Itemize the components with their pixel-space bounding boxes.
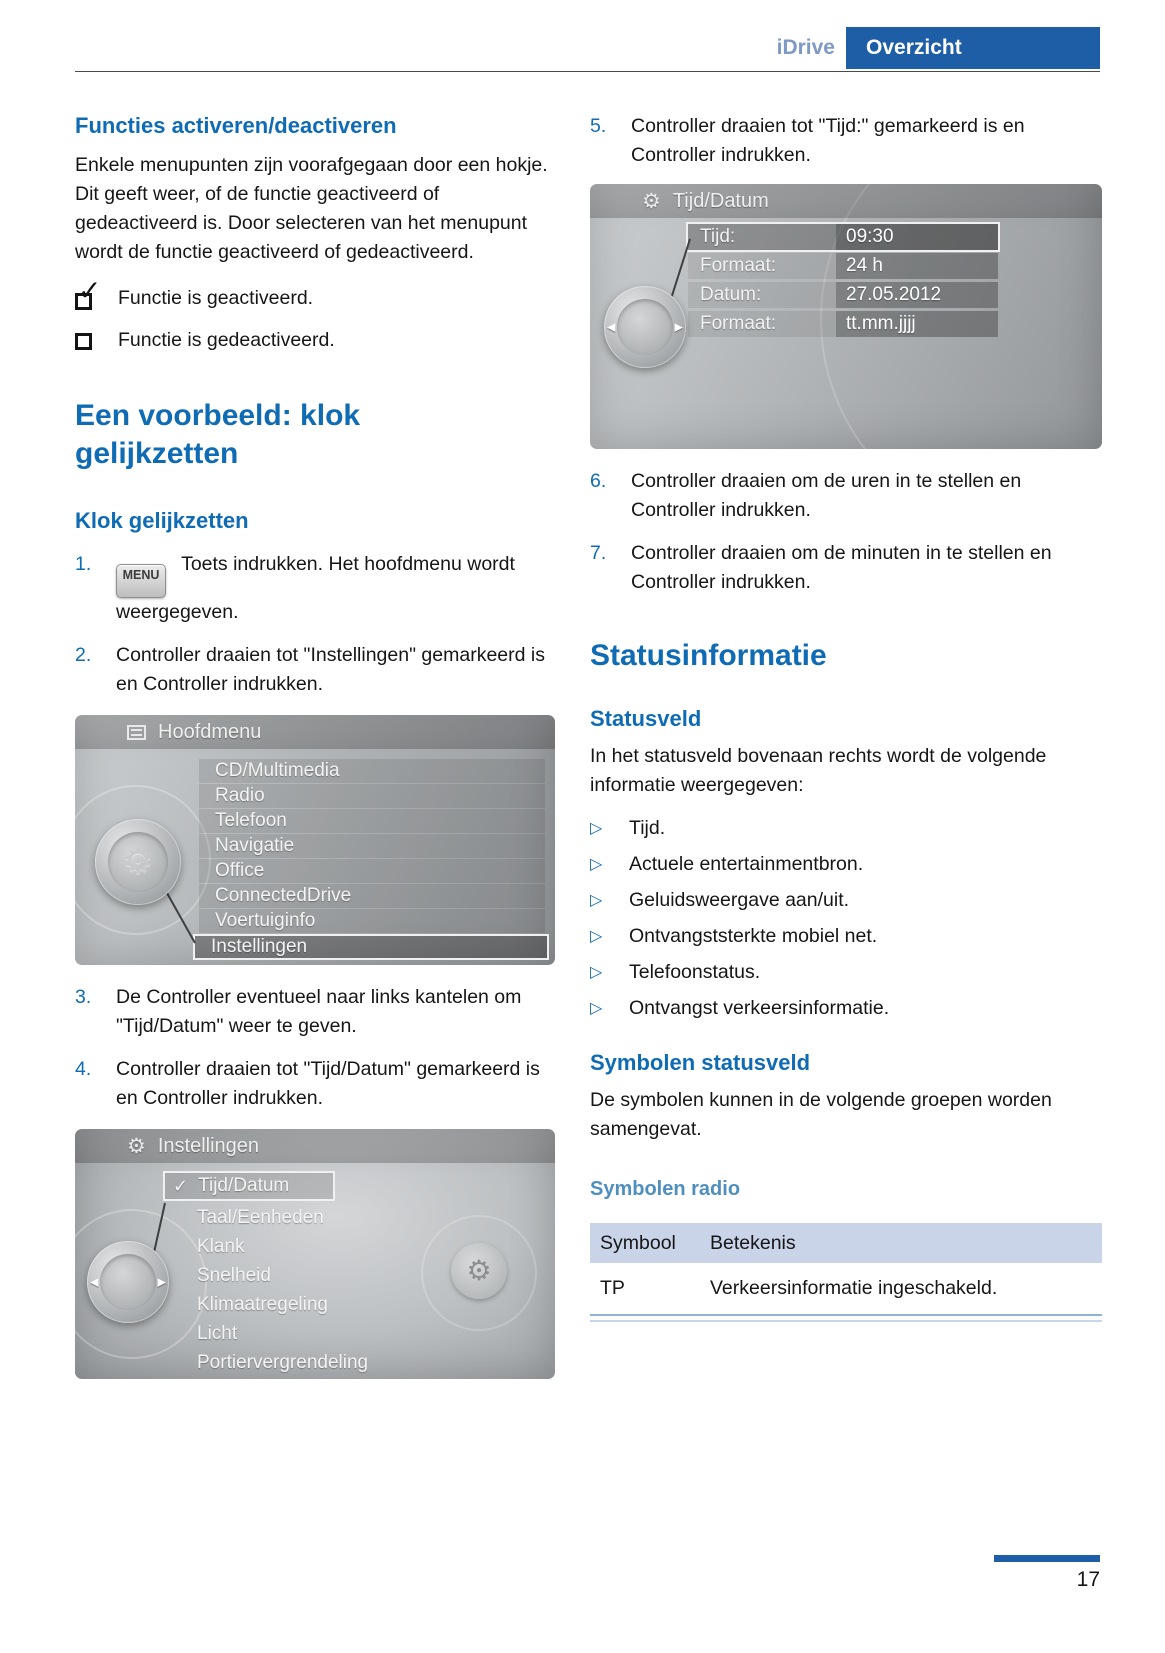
status-bullet-list — [590, 814, 1102, 1023]
controller-knob — [95, 819, 181, 905]
setting-value: tt.mm.jjjj — [836, 311, 998, 337]
menu-item: ConnectedDrive — [199, 884, 545, 908]
table-cell-symbol: TP — [600, 1277, 625, 1299]
step-number: 4. — [75, 1058, 92, 1080]
step-2 — [75, 641, 555, 699]
screen-title: Tijd/Datum — [672, 189, 769, 212]
left-column — [75, 112, 555, 1379]
table-row — [590, 1277, 1102, 1316]
breadcrumb-chapter-tab — [846, 27, 1100, 69]
step-6 — [590, 467, 1102, 525]
check-on-row — [75, 274, 555, 313]
column-header-symbool: Symbool — [600, 1231, 676, 1254]
page-number: 17 — [1076, 1568, 1100, 1591]
symbols-table — [590, 1223, 1102, 1322]
check-icon: ✓ — [78, 274, 102, 306]
screen-title-bar — [75, 1129, 555, 1163]
step-number: 6. — [590, 470, 607, 492]
table-underline — [590, 1320, 1102, 1322]
step-number: 2. — [75, 644, 92, 666]
menu-item: Office — [199, 859, 545, 883]
menu-item: Navigatie — [199, 834, 545, 858]
step-4 — [75, 1055, 555, 1113]
idrive-screen-hoofdmenu — [75, 715, 555, 965]
gear-button — [451, 1243, 507, 1299]
screen-title: Instellingen — [157, 1134, 260, 1157]
symbolen-paragraph: De symbolen kunnen in de volgende groepen worden samengevat. — [590, 1089, 1052, 1140]
screen-title: Hoofdmenu — [158, 720, 262, 743]
section-title-functies: Functies activeren/deactiveren — [75, 113, 397, 138]
check-icon: ✓ — [173, 1175, 189, 1196]
triangle-bullet-icon: ▷ — [590, 820, 603, 837]
step-text: Controller draaien om de uren in te stellen en Controller indrukken. — [631, 470, 1022, 521]
step-text: Controller draaien tot "Tijd/Datum" gemarkeerd is en Controller indrukken. — [116, 1058, 540, 1109]
bullet-item: ▷ Ontvangststerkte mobiel net. — [590, 922, 1102, 951]
arrow-right-icon: ▶ — [157, 1276, 166, 1289]
setting-label: Formaat: — [700, 255, 777, 276]
menu-list-icon — [127, 725, 146, 740]
triangle-bullet-icon: ▷ — [590, 964, 603, 981]
step-text: De Controller eventueel naar links kantelen om "Tijd/Datum" weer te geven. — [116, 986, 522, 1037]
chapter-tab-label: Overzicht — [866, 36, 962, 59]
bullet-item: ▷ Telefoonstatus. — [590, 958, 1102, 987]
setting-label: Formaat: — [700, 313, 777, 334]
idrive-screen-instellingen — [75, 1129, 555, 1379]
check-off-label: Functie is gedeactiveerd. — [118, 329, 335, 351]
setting-value: 09:30 — [836, 224, 998, 250]
menu-item: CD/Multimedia — [199, 759, 545, 783]
checkbox-unchecked-icon — [75, 328, 102, 354]
menu-item: Telefoon — [199, 809, 545, 833]
step-5 — [590, 112, 1102, 170]
triangle-bullet-icon: ▷ — [590, 1000, 603, 1017]
setting-label: Datum: — [700, 284, 762, 305]
table-cell-meaning: Verkeersinformatie ingeschakeld. — [710, 1277, 998, 1299]
setting-value: 27.05.2012 — [836, 282, 998, 308]
step-text: Controller draaien om de minuten in te stellen en Controller indrukken. — [631, 542, 1052, 593]
menu-item-selected: ✓ Tijd/Datum — [163, 1171, 335, 1201]
settings-row — [688, 282, 998, 308]
menu-item: Klimaatregeling — [197, 1294, 328, 1315]
header-rule — [75, 71, 1100, 72]
step-3 — [75, 983, 555, 1041]
subsection-title-symbolen: Symbolen statusveld — [590, 1050, 811, 1075]
controller-knob — [604, 286, 686, 368]
step-1 — [75, 550, 555, 627]
section-title-statusinformatie: Statusinformatie — [590, 639, 827, 672]
bullet-item: ▷ Ontvangst verkeersinformatie. — [590, 994, 1102, 1023]
subsubsection-title-symbolen-radio: Symbolen radio — [590, 1178, 741, 1200]
breadcrumb-section: iDrive — [776, 36, 835, 59]
menu-item-selected: Instellingen — [193, 934, 549, 960]
subsection-title-statusveld: Statusveld — [590, 706, 702, 731]
triangle-bullet-icon: ▷ — [590, 856, 603, 873]
triangle-bullet-icon: ▷ — [590, 928, 603, 945]
table-header-row — [590, 1223, 1102, 1263]
step-number: 7. — [590, 542, 607, 564]
gear-icon: ⚙ — [122, 843, 154, 881]
menu-item: Snelheid — [197, 1265, 271, 1286]
check-off-row — [75, 326, 555, 355]
setting-label: Tijd: — [700, 226, 736, 247]
step-number: 3. — [75, 986, 92, 1008]
menu-item: Licht — [197, 1323, 238, 1344]
footer-accent-bar — [994, 1555, 1100, 1562]
bullet-item: ▷ Geluidsweergave aan/uit. — [590, 886, 1102, 915]
statusveld-paragraph: In het statusveld bovenaan rechts wordt de volgende informatie weergegeven: — [590, 745, 1047, 796]
functies-paragraph: Enkele menupunten zijn voorafgegaan door een hokje. Dit geeft weer, of de functie geactiveerd of gedeactiveerd is. Door selecteren van het menupunt wordt de functie geactiveerd of gedeactiveerd. — [75, 154, 548, 263]
step-text: MENU Toets indrukken. Het hoofdmenu wordt weergegeven. — [116, 553, 515, 623]
menu-key-icon: MENU — [116, 564, 166, 598]
settings-row — [688, 311, 998, 337]
gear-icon: ⚙ — [466, 1255, 492, 1286]
section-title-voorbeeld: Een voorbeeld: klok gelijkzetten — [75, 399, 361, 470]
arrow-left-icon: ◀ — [90, 1276, 99, 1289]
screen-title-bar — [590, 184, 1102, 218]
step-number: 1. — [75, 553, 92, 575]
setting-value: 24 h — [836, 253, 998, 279]
step-7 — [590, 539, 1102, 597]
menu-item: Taal/Eenheden — [197, 1207, 324, 1228]
menu-item: Radio — [199, 784, 545, 808]
menu-item: Klank — [197, 1236, 245, 1257]
check-on-label: Functie is geactiveerd. — [118, 287, 314, 309]
screen-title-bar — [75, 715, 555, 749]
settings-row-selected — [688, 224, 998, 250]
arrow-right-icon: ▶ — [674, 321, 683, 334]
step-text: Controller draaien tot "Instellingen" gemarkeerd is en Controller indrukken. — [116, 644, 545, 695]
arrow-left-icon: ◀ — [607, 321, 616, 334]
triangle-bullet-icon: ▷ — [590, 892, 603, 909]
column-header-betekenis: Betekenis — [710, 1231, 796, 1254]
settings-row — [688, 253, 998, 279]
controller-knob — [87, 1241, 169, 1323]
step-number: 5. — [590, 115, 607, 137]
checkbox-checked-icon — [75, 274, 102, 312]
menu-item: Voertuiginfo — [199, 909, 545, 933]
gear-icon: ⚙ — [642, 189, 661, 213]
bullet-item: ▷ Actuele entertainmentbron. — [590, 850, 1102, 879]
step-text: Controller draaien tot "Tijd:" gemarkeerd is en Controller indrukken. — [631, 115, 1025, 166]
bullet-item: ▷ Tijd. — [590, 814, 1102, 843]
settings-rows — [688, 224, 998, 340]
menu-item: Portiervergrendeling — [197, 1352, 369, 1373]
subsection-title-klok: Klok gelijkzetten — [75, 508, 249, 533]
idrive-screen-tijd-datum — [590, 184, 1102, 449]
right-column — [590, 112, 1102, 1322]
gear-icon: ⚙ — [127, 1134, 146, 1158]
